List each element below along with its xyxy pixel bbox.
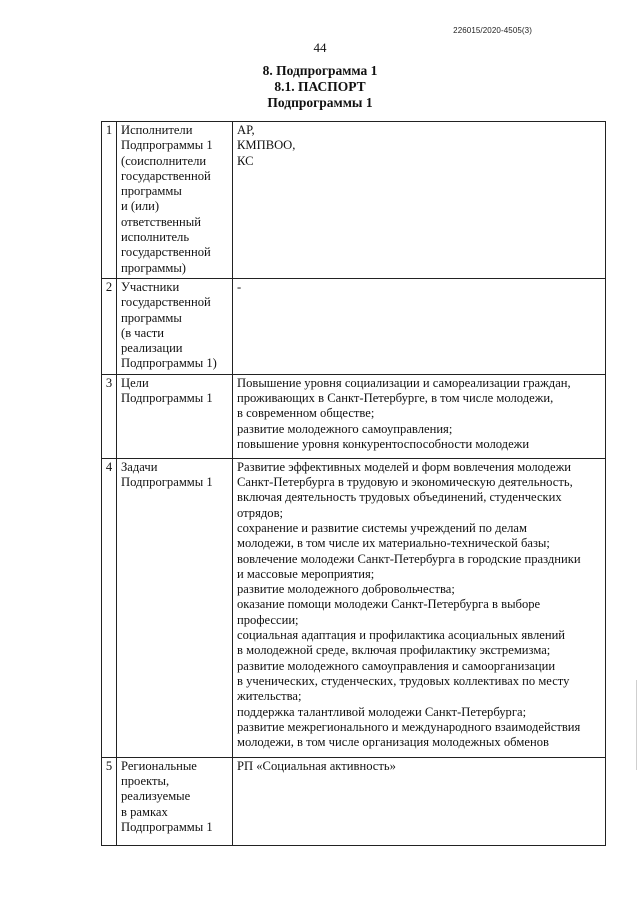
value-line: Повышение уровня социализации и самореализации граждан,: [237, 375, 571, 390]
subprogram-title: Подпрограммы 1: [267, 95, 373, 110]
value-line: оказание помощи молодежи Санкт-Петербурга в выборе: [237, 597, 541, 612]
label-line: Подпрограммы 1: [121, 819, 213, 834]
value-line: молодежи, в том числе организация молодежных обменов: [237, 735, 549, 750]
row-label: [117, 278, 233, 374]
value-line: КМПВОО,: [237, 138, 296, 153]
row-value: [233, 374, 606, 458]
row-value: [233, 122, 606, 279]
value-line: профессии;: [237, 612, 299, 627]
value-line: молодежи, в том числе их материально-технической базы;: [237, 536, 550, 551]
label-line: Подпрограммы 1): [121, 356, 217, 371]
label-line: ответственный: [121, 214, 201, 229]
label-line: программы: [121, 310, 182, 325]
label-line: реализации: [121, 341, 183, 356]
value-line: развитие межрегионального и международного взаимодействия: [237, 719, 581, 734]
label-line: Задачи: [121, 459, 158, 474]
title-block: [0, 63, 640, 111]
row-label: [117, 374, 233, 458]
row-value: [233, 458, 606, 757]
label-line: исполнитель: [121, 230, 190, 245]
scan-edge-mark: [636, 680, 637, 770]
value-line: развитие молодежного самоуправления;: [237, 421, 453, 436]
row-number: 3: [102, 374, 117, 458]
row-number: 2: [102, 278, 117, 374]
label-line: Подпрограммы 1: [121, 138, 213, 153]
value-line: вовлечение молодежи Санкт-Петербурга в городские праздники: [237, 551, 581, 566]
label-line: Цели: [121, 375, 149, 390]
page-number: 44: [313, 40, 327, 55]
value-line: развитие молодежного добровольчества;: [237, 582, 455, 597]
row-value: [233, 757, 606, 845]
row-number: 4: [102, 458, 117, 757]
row-number: 1: [102, 122, 117, 279]
value-line: и массовые мероприятия;: [237, 566, 375, 581]
value-line: АР,: [237, 123, 255, 137]
label-line: Подпрограммы 1: [121, 391, 213, 406]
value-line: развитие молодежного самоуправления и самоорганизации: [237, 658, 556, 673]
value-line: повышение уровня конкурентоспособности молодежи: [237, 436, 530, 451]
value-line: в современном обществе;: [237, 406, 375, 421]
label-line: Участники: [121, 279, 180, 294]
value-line: социальная адаптация и профилактика асоциальных явлений: [237, 628, 566, 643]
value-line: сохранение и развитие системы учреждений по делам: [237, 520, 527, 535]
value-line: отрядов;: [237, 505, 284, 520]
label-line: программы): [121, 260, 186, 275]
table-row: [102, 374, 606, 458]
passport-table: [101, 121, 606, 846]
label-line: программы: [121, 184, 182, 199]
label-line: (соисполнители: [121, 153, 207, 168]
value-line: включая деятельность трудовых объединений, студенческих: [237, 490, 562, 505]
label-line: Исполнители: [121, 123, 193, 137]
label-line: государственной: [121, 168, 211, 183]
value-line: КС: [237, 153, 254, 168]
label-line: Подпрограммы 1: [121, 475, 213, 490]
label-line: и (или): [121, 199, 160, 214]
row-label: [117, 757, 233, 845]
document-id: 226015/2020-4505(3): [453, 26, 532, 35]
row-label: [117, 458, 233, 757]
label-line: Региональные: [121, 758, 197, 773]
row-label: [117, 122, 233, 279]
label-line: государственной: [121, 295, 211, 310]
value-line: в молодежной среде, включая профилактику экстремизма;: [237, 643, 551, 658]
table-row: [102, 458, 606, 757]
label-line: (в части: [121, 325, 165, 340]
table-row: [102, 278, 606, 374]
value-line: РП «Социальная активность»: [237, 758, 396, 773]
table-row: [102, 757, 606, 845]
label-line: реализуемые: [121, 789, 191, 804]
value-line: Развитие эффективных моделей и форм вовлечения молодежи: [237, 459, 572, 474]
subsection-title: 8.1. ПАСПОРТ: [274, 79, 366, 94]
value-line: в ученических, студенческих, трудовых коллективах по месту: [237, 673, 570, 688]
value-line: жительства;: [237, 689, 302, 704]
section-title: 8. Подпрограмма 1: [262, 63, 378, 78]
row-value: [233, 278, 606, 374]
value-line: -: [237, 279, 242, 294]
value-line: Санкт-Петербурга в трудовую и экономическую деятельность,: [237, 475, 573, 490]
label-line: проекты,: [121, 774, 170, 789]
row-number: 5: [102, 757, 117, 845]
value-line: проживающих в Санкт-Петербурге, в том числе молодежи,: [237, 391, 554, 406]
table-row: [102, 122, 606, 279]
label-line: государственной: [121, 245, 211, 260]
label-line: в рамках: [121, 804, 168, 819]
value-line: поддержка талантливой молодежи Санкт-Петербурга;: [237, 704, 527, 719]
